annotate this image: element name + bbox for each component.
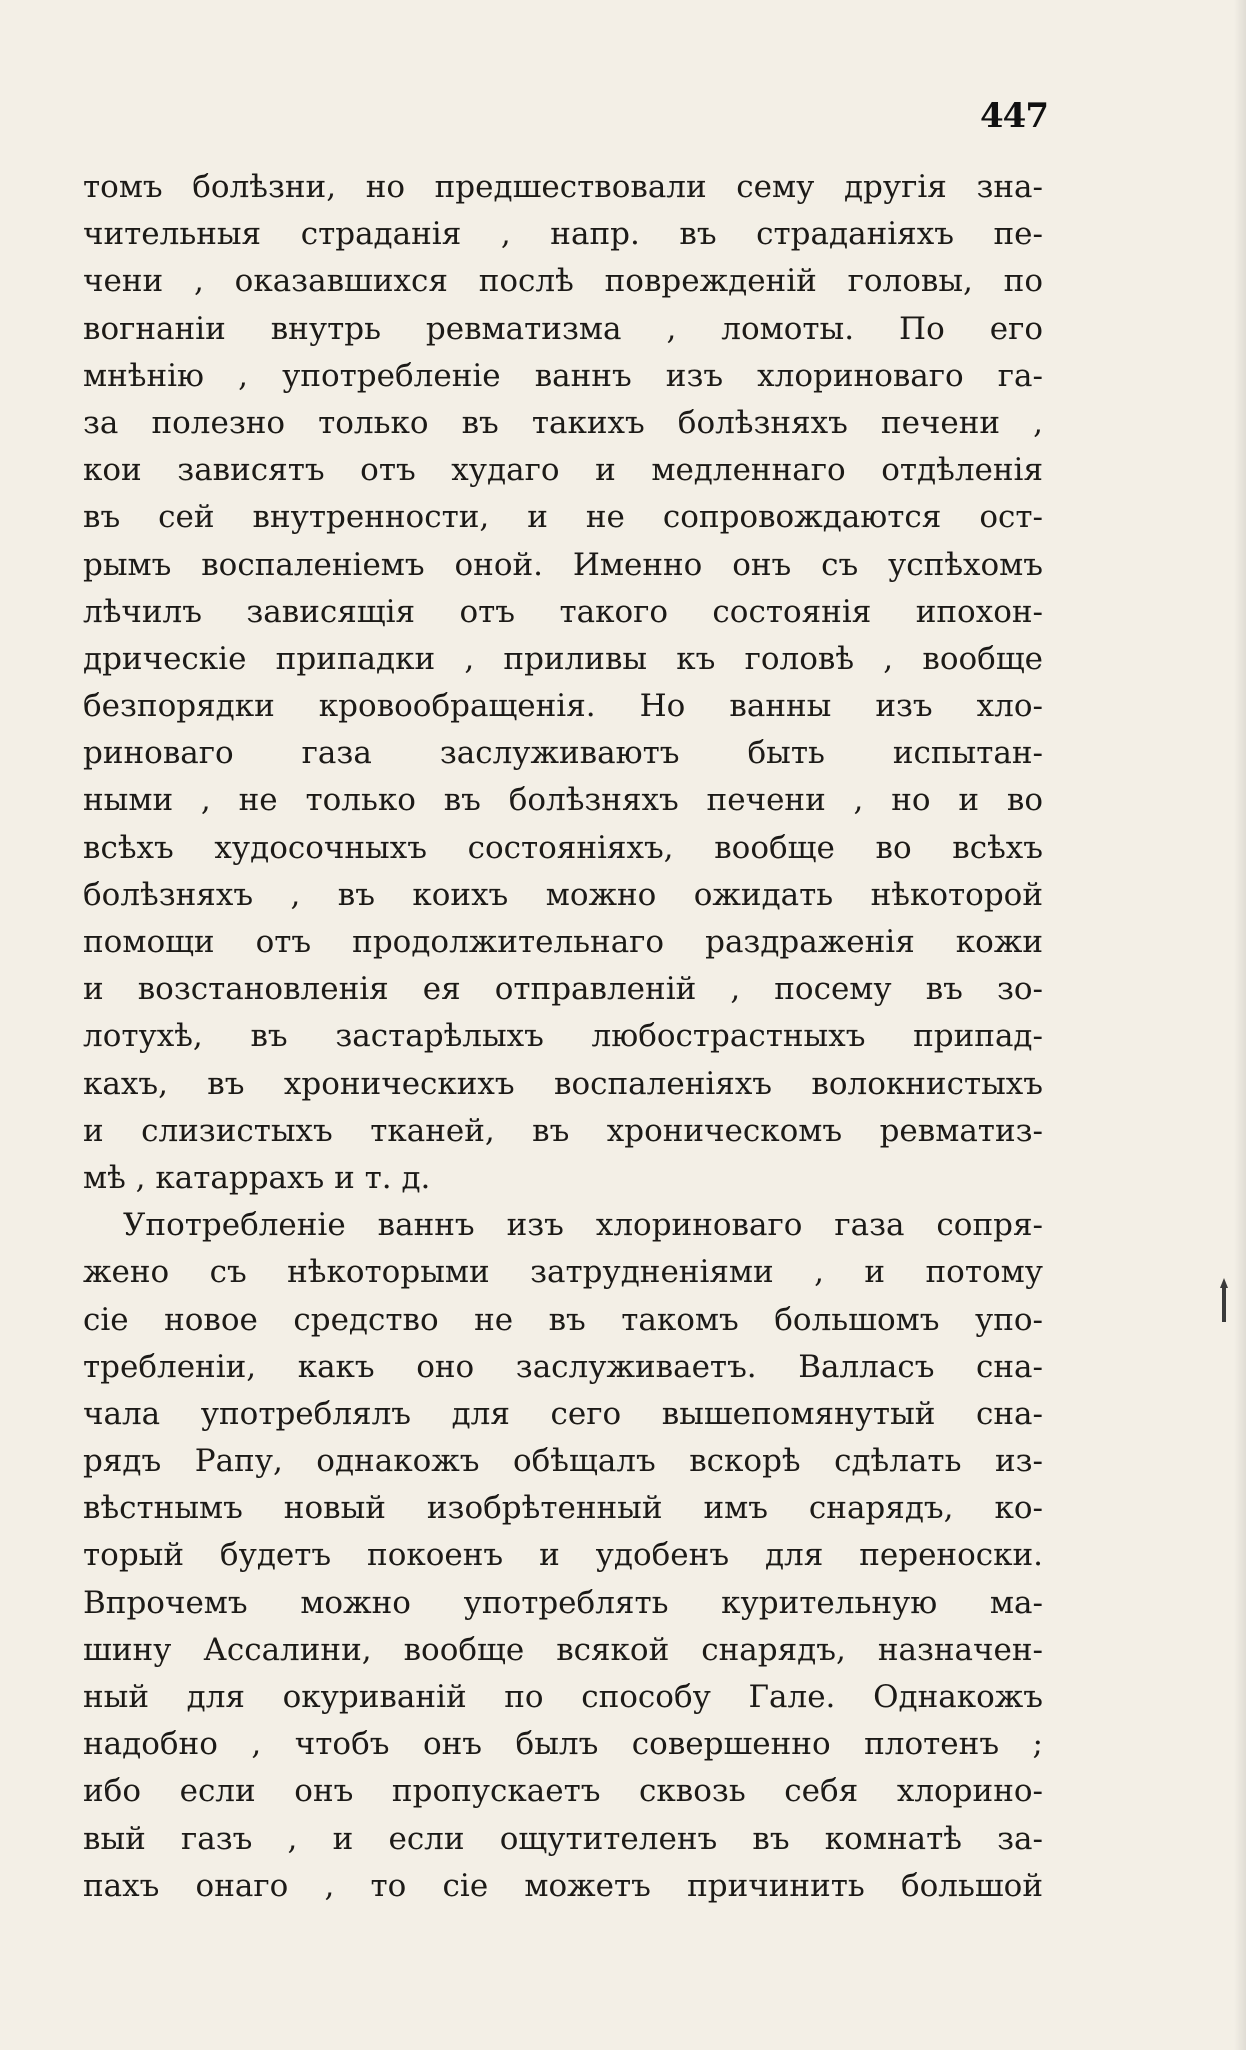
text-line: Впрочемъ можно употреблять курительную ма- [83,1584,1043,1621]
text-line: болѣзняхъ , въ коихъ можно ожидать нѣкоторой [83,876,1043,913]
text-line: ными , не только въ болѣзняхъ печени , но и во [83,782,1043,819]
text-line: торый будетъ покоенъ и удобенъ для переноски. [83,1537,1043,1574]
page-number: 447 [980,96,1048,136]
text-line: Употребленіе ваннъ изъ хлориноваго газа сопря- [123,1207,1043,1244]
text-line: мнѣнію , употребленіе ваннъ изъ хлориноваго га- [83,357,1043,394]
text-line: за полезно только въ такихъ болѣзняхъ печени , [83,404,1043,441]
text-line: и слизистыхъ тканей, въ хроническомъ ревматиз- [83,1112,1043,1149]
text-line: кои зависятъ отъ худаго и медленнаго отдѣленія [83,452,1043,489]
text-line: чительныя страданія , напр. въ страданіяхъ пе- [83,216,1043,253]
text-line: въ сей внутренности, и не сопровождаются ост- [83,499,1043,536]
text-line: риноваго газа заслуживаютъ быть испытан- [83,735,1043,772]
text-line: вѣстнымъ новый изобрѣтенный имъ снарядъ, ко- [83,1490,1043,1527]
text-line: лѣчилъ зависящія отъ такого состоянія ипохон- [83,593,1043,630]
text-line: требленіи, какъ оно заслуживаетъ. Валласъ сна- [83,1348,1043,1385]
text-line: шину Ассалини, вообще всякой снарядъ, назначен- [83,1631,1043,1668]
text-line: томъ болѣзни, но предшествовали сему другія зна- [83,169,1043,205]
text-line: дрическіе припадки , приливы къ головѣ , вообще [83,640,1043,677]
text-line: вый газъ , и если ощутителенъ въ комнатѣ за- [83,1820,1043,1857]
margin-ink-mark [1214,1274,1234,1334]
text-line: кахъ, въ хроническихъ воспаленіяхъ волокнистыхъ [83,1065,1043,1102]
text-line: рядъ Рапу, однакожъ обѣщалъ вскорѣ сдѣлать из- [83,1443,1043,1480]
text-line: мѣ , катаррахъ и т. д. [83,1159,431,1196]
text-line: вогнаніи внутрь ревматизма , ломоты. По его [83,310,1043,347]
text-line: ибо если онъ пропускаетъ сквозь себя хлорино- [83,1773,1043,1810]
text-line: пахъ онаго , то сіе можетъ причинить большой [83,1867,1043,1904]
text-line: безпорядки кровообращенія. Но ванны изъ хло- [83,688,1043,725]
text-line: лотухѣ, въ застарѣлыхъ любострастныхъ припад- [83,1018,1043,1055]
text-line: помощи отъ продолжительнаго раздраженія кожи [83,924,1043,960]
body-text [83,164,1043,1910]
text-line: сіе новое средство не въ такомъ большомъ упо- [83,1301,1043,1338]
text-line: рымъ воспаленіемъ оной. Именно онъ съ успѣхомъ [83,546,1043,583]
text-line: всѣхъ худосочныхъ состояніяхъ, вообще во всѣхъ [83,829,1043,866]
text-line: жено съ нѣкоторыми затрудненіями , и потому [83,1254,1043,1291]
text-line: чала употреблялъ для сего вышепомянутый сна- [83,1395,1043,1432]
text-line: чени , оказавшихся послѣ поврежденій головы, по [83,263,1043,300]
text-line: надобно , чтобъ онъ былъ совершенно плотенъ ; [83,1726,1043,1763]
page-edge-shadow [1234,0,1246,2050]
text-line: и возстановленія ея отправленій , посему въ зо- [83,971,1043,1008]
text-line: ный для окуриваній по способу Гале. Однакожъ [83,1679,1043,1715]
